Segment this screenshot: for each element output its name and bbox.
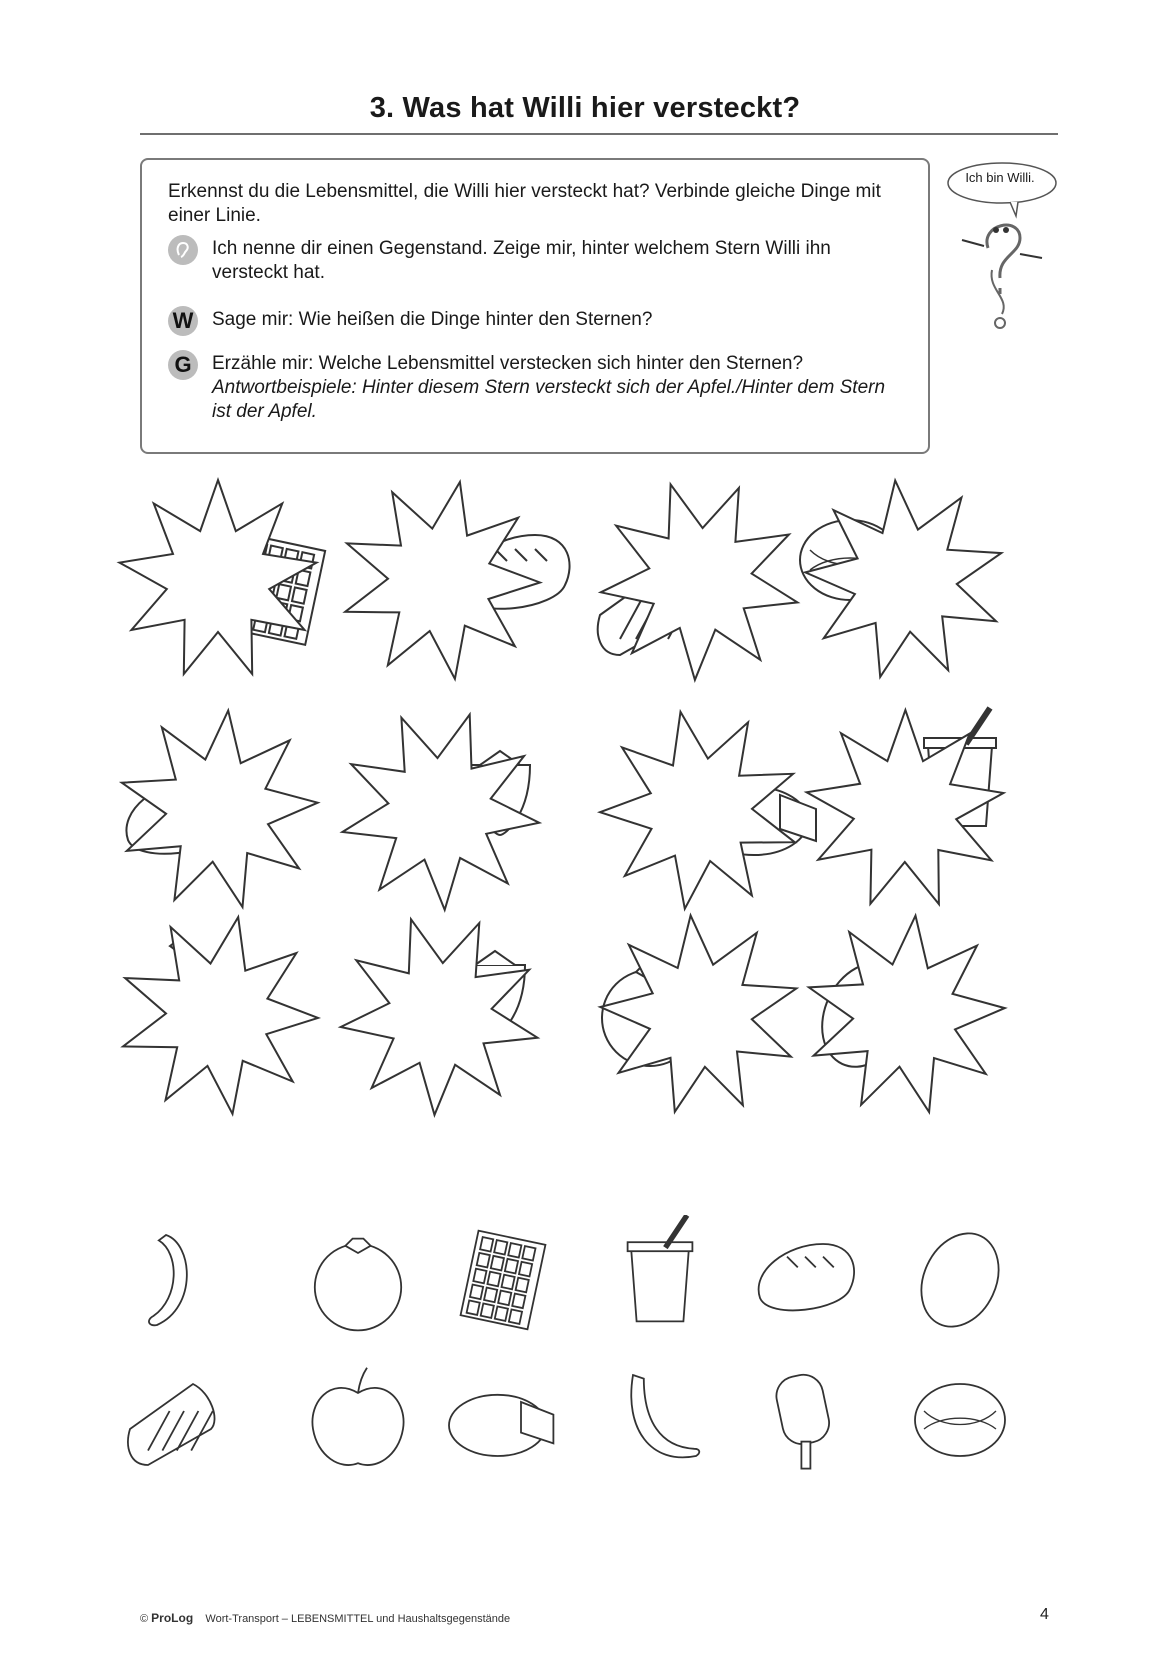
sweet-roll-icon[interactable]: [128, 1384, 215, 1465]
star-shape-icon: [120, 480, 317, 674]
instruction-intro: Erkennst du die Lebensmittel, die Willi hier versteckt hat? Verbinde gleiche Dinge mit einer Linie.: [168, 181, 881, 226]
star-grid: [0, 470, 1170, 1190]
task-word-text: Sage mir: Wie heißen die Dinge hinter den Sternen?: [212, 309, 653, 330]
potato-icon[interactable]: [907, 1221, 1013, 1340]
tomato-icon[interactable]: [315, 1239, 401, 1331]
page-title: 3. Was hat Willi hier versteckt?: [369, 92, 801, 124]
footer-brand: ProLog: [151, 1611, 194, 1625]
task-grammar-question: Erzähle mir: Welche Lebensmittel verstecken sich hinter den Sternen?: [212, 353, 804, 374]
footer-series: Wort-Transport – LEBENSMITTEL und Haushaltsgegenstände: [205, 1613, 511, 1625]
hidden-bread-star[interactable]: [122, 711, 318, 908]
task-grammar-example: Antwortbeispiele: Hinter diesem Stern versteckt sich der Apfel./Hinter dem Stern ist der Apfel.: [212, 377, 886, 422]
task-grammar-text: [212, 352, 902, 424]
hidden-strawberry-star[interactable]: [341, 919, 538, 1115]
apple-icon[interactable]: [312, 1368, 403, 1465]
ice-cream-icon[interactable]: [773, 1371, 833, 1468]
page-number: 4: [1040, 1606, 1049, 1623]
hidden-chocolate-bar-star[interactable]: [120, 480, 326, 674]
w-badge-icon: W: [168, 306, 198, 336]
footer-copyright: ©: [140, 1613, 152, 1625]
hidden-sausage-star[interactable]: [123, 917, 318, 1114]
willi-mascot-icon: [940, 158, 1065, 338]
hidden-bread-star[interactable]: [345, 482, 569, 679]
hidden-potato-star[interactable]: [806, 916, 1005, 1113]
cheese-icon[interactable]: [449, 1395, 553, 1456]
chocolate-bar-icon[interactable]: [461, 1231, 546, 1330]
willi-speech: Ich bin Willi.: [965, 170, 1035, 185]
hidden-cheese-star[interactable]: [600, 712, 816, 909]
hidden-sweet-roll-star[interactable]: [598, 484, 798, 680]
task-listen-text: Ich nenne dir einen Gegenstand. Zeige mir, hinter welchem Stern Willi ihn versteckt hat.: [212, 238, 831, 283]
ear-icon: [168, 235, 198, 265]
star-shape-icon: [805, 481, 1001, 677]
star-shape-icon: [601, 484, 798, 680]
hidden-strawberry-star[interactable]: [342, 715, 539, 910]
yogurt-icon[interactable]: [628, 1215, 693, 1321]
bread-icon[interactable]: [759, 1244, 854, 1310]
star-shape-icon: [345, 482, 540, 679]
sausage-icon[interactable]: [149, 1235, 187, 1325]
hidden-tomato-star[interactable]: [600, 915, 796, 1111]
hidden-walnut-star[interactable]: [800, 481, 1001, 677]
food-grid: [0, 1215, 1170, 1485]
star-shape-icon: [123, 917, 318, 1114]
hidden-yogurt-star[interactable]: [807, 708, 1004, 904]
star-shape-icon: [342, 715, 539, 910]
title-divider: [140, 133, 1058, 135]
g-badge-icon: G: [168, 350, 198, 380]
walnut-icon[interactable]: [915, 1384, 1005, 1456]
star-shape-icon: [600, 915, 796, 1111]
footer: [140, 1611, 510, 1625]
banana-icon[interactable]: [631, 1375, 699, 1457]
